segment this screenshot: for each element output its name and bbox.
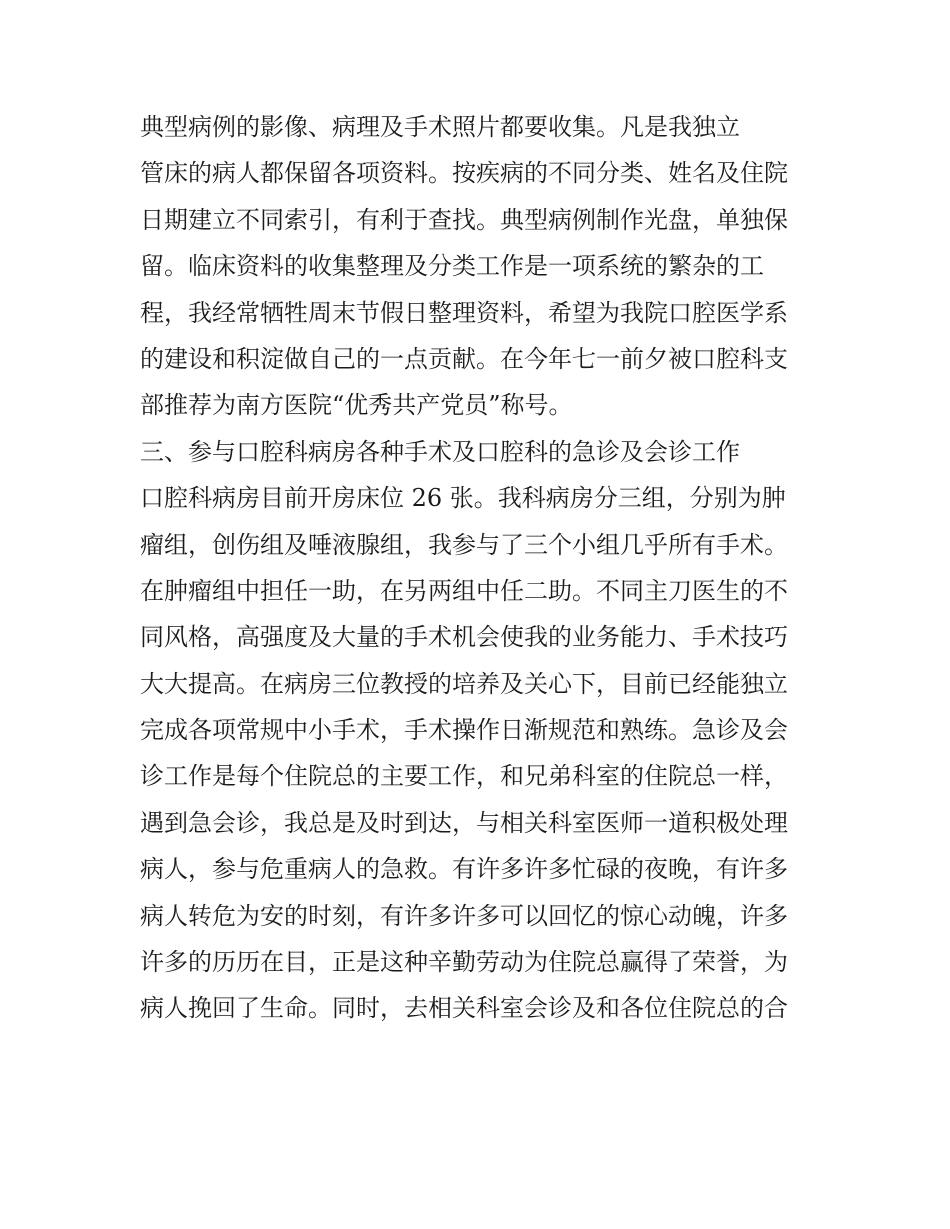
text-line: 同风格，高强度及大量的手术机会使我的业务能力、手术技巧	[140, 623, 788, 652]
text-line: 病人挽回了生命。同时，去相关科室会诊及和各位住院总的合	[140, 994, 788, 1023]
text-line: 口腔科病房目前开房床位 26 张。我科病房分三组，分别为肿	[140, 484, 786, 513]
text-line: 许多的历历在目，正是这种辛勤劳动为住院总赢得了荣誉，为	[140, 948, 788, 977]
text-line: 完成各项常规中小手术，手术操作日渐规范和熟练。急诊及会	[140, 716, 788, 745]
text-line: 病人，参与危重病人的急救。有许多许多忙碌的夜晚，有许多	[140, 855, 788, 884]
text-line: 的建设和积淀做自己的一点贡献。在今年七一前夕被口腔科支	[140, 344, 788, 373]
text-line: 程，我经常牺牲周末节假日整理资料，希望为我院口腔医学系	[140, 298, 788, 327]
text-line: 留。临床资料的收集整理及分类工作是一项系统的繁杂的工	[140, 252, 764, 281]
text-line: 诊工作是每个住院总的主要工作，和兄弟科室的住院总一样，	[140, 762, 788, 791]
text-line: 遇到急会诊，我总是及时到达，与相关科室医师一道积极处理	[140, 808, 788, 837]
text-line: 大大提高。在病房三位教授的培养及关心下，目前已经能独立	[140, 669, 788, 698]
text-line: 瘤组，创伤组及唾液腺组，我参与了三个小组几乎所有手术。	[140, 530, 788, 559]
text-line: 在肿瘤组中担任一助，在另两组中任二助。不同主刀医生的不	[140, 576, 788, 605]
text-line: 典型病例的影像、病理及手术照片都要收集。凡是我独立	[140, 113, 740, 141]
text-line: 管床的病人都保留各项资料。按疾病的不同分类、姓名及住院	[140, 159, 788, 188]
text-line: 日期建立不同索引，有利于查找。典型病例制作光盘，单独保	[140, 205, 788, 234]
text-line: 部推荐为南方医院“优秀共产党员”称号。	[140, 391, 573, 420]
text-line: 病人转危为安的时刻，有许多许多可以回忆的惊心动魄，许多	[140, 901, 788, 930]
section-heading: 三、参与口腔科病房各种手术及口腔科的急诊及会诊工作	[140, 437, 740, 466]
body-text	[140, 104, 830, 1032]
